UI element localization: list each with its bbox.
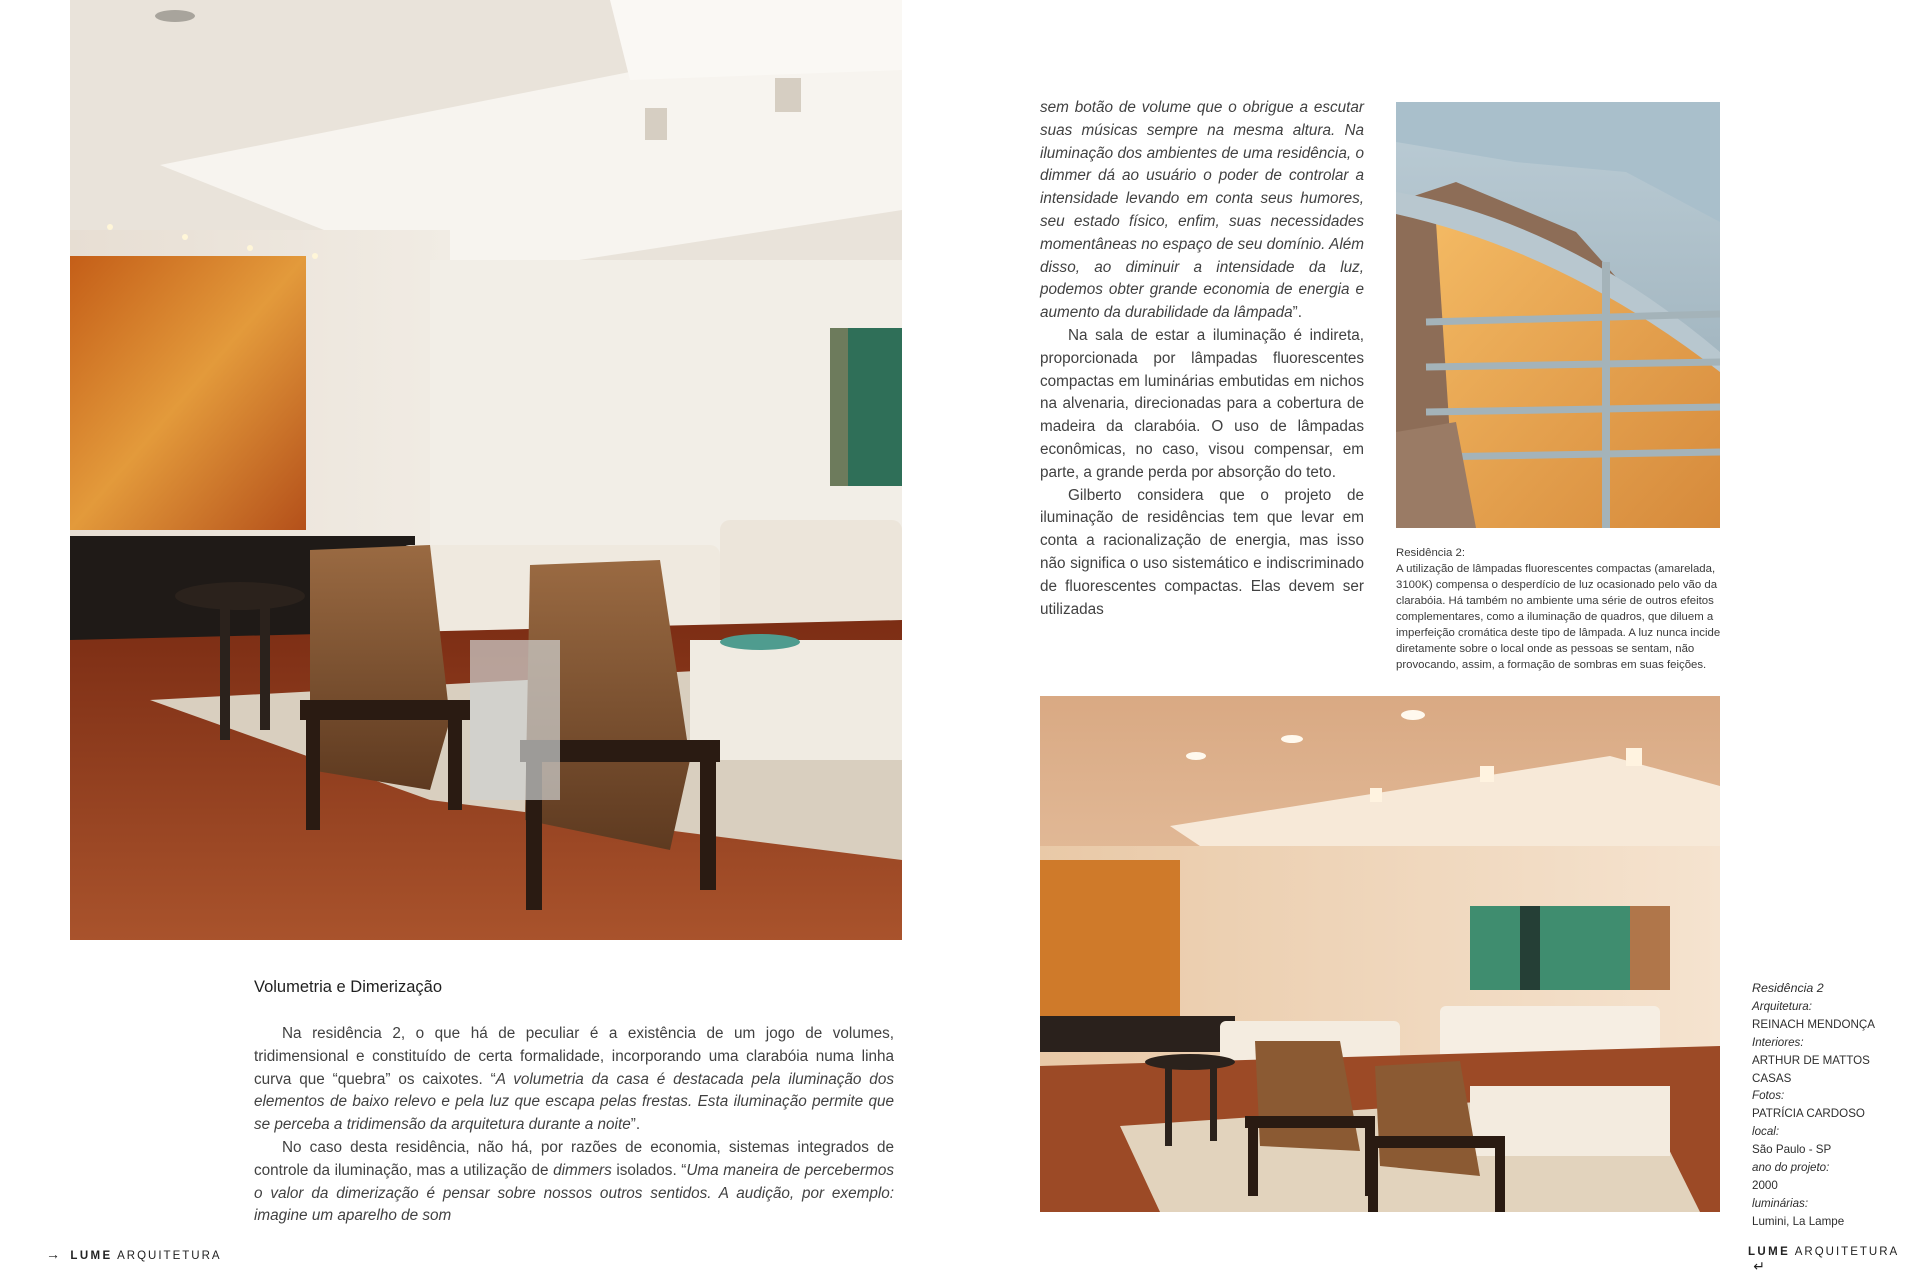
left-column-text [254,1023,894,1228]
footer-section: ARQUITETURA [117,1250,222,1262]
credit-label: Arquitetura: [1752,999,1812,1013]
arrow-right-icon: → [46,1246,60,1262]
credits-title: Residência 2 [1752,981,1824,995]
living-room-photo [70,0,902,940]
credit-label: ano do projeto: [1752,1161,1830,1175]
credit-label: Interiores: [1752,1035,1804,1049]
photo-caption [1396,545,1726,673]
credit-value: Lumini, La Lampe [1752,1214,1845,1228]
section-heading: Volumetria e Dimerização [254,978,442,996]
credit-value: REINACH MENDONÇA [1752,1017,1876,1031]
credit-label: Fotos: [1752,1089,1785,1103]
footer-brand: LUME [70,1250,113,1262]
return-arrow-icon: ↵ [1753,1258,1765,1274]
credit-value: 2000 [1752,1178,1778,1192]
project-credits [1752,980,1912,1231]
caption-title: Residência 2: [1396,547,1466,559]
right-column-text [1040,97,1364,621]
skylight-exterior-photo [1396,102,1720,528]
left-paragraph-2: No caso desta residência, não há, por razões de economia, sistemas integrados de controle da iluminação, mas a utilização de dimmers isolados. “Uma maneira de percebermos o valor da dimerização é pensar sobre nossos outros sentidos. A audição, por exemplo: imagine um aparelho de som [254,1138,894,1225]
credit-value: ARTHUR DE MATTOS CASAS [1752,1053,1870,1085]
footer-brand: LUME [1748,1246,1791,1258]
credit-value: São Paulo - SP [1752,1143,1832,1157]
living-room-night-photo [1040,696,1720,1212]
credit-label: local: [1752,1125,1780,1139]
right-paragraph-1: Na sala de estar a iluminação é indireta, proporcionada por lâmpadas fluorescentes compactas em luminárias embutidas em nichos na alvenaria, direcionadas para a cobertura de madeira da clarabóia. O uso de lâmpadas econômicas, no caso, visou compensar, em parte, a grande perda por absorção do teto. [1040,326,1364,481]
credit-label: luminárias: [1752,1196,1809,1210]
footer-section: ARQUITETURA [1794,1246,1899,1258]
right-paragraph-2: Gilberto considera que o projeto de iluminação de residências tem que levar em conta a racionalização de energia, mas isso não significa o uso sistemático e indiscriminado de fluorescentes compactas. Elas devem ser utilizadas [1040,486,1364,618]
right-paragraph-0: sem botão de volume que o obrigue a escutar suas músicas sempre na mesma altura. Na iluminação dos ambientes de uma residência, o dimmer dá ao usuário o poder de controlar a intensidade levando em conta seus humores, seu estado físico, enfim, suas necessidades momentâneas no espaço de seu domínio. Além disso, ao diminuir a intensidade da luz, podemos obter grande economia de energia e aumento da durabilidade da lâmpada”. [1040,99,1364,322]
caption-text: A utilização de lâmpadas fluorescentes compactas (amarelada, 3100K) compensa o desperdício de luz ocasionado pelo vão da clarabóia. Há também no ambiente uma série de outros efeitos complementares, como a iluminação de quadros, que diluem a imperfeição cromática deste tipo de lâmpada. A luz nunca incide diretamente sobre o local onde as pessoas se sentam, não provocando, assim, a formação de sombras em suas feições. [1396,563,1721,671]
footer-left [46,1246,222,1262]
left-paragraph-1: Na residência 2, o que há de peculiar é a existência de um jogo de volumes, tridimensional e constituído de certa formalidade, incorporando uma clarabóia numa linha curva que “quebra” os caixotes. “A volumetria da casa é destacada pela iluminação dos elementos de baixo relevo e pela luz que escapa pelas frestas. Esta iluminação permite que se perceba a tridimensão da arquitetura durante a noite”. [254,1025,894,1134]
credit-value: PATRÍCIA CARDOSO [1752,1107,1865,1121]
footer-right [1748,1246,1920,1275]
